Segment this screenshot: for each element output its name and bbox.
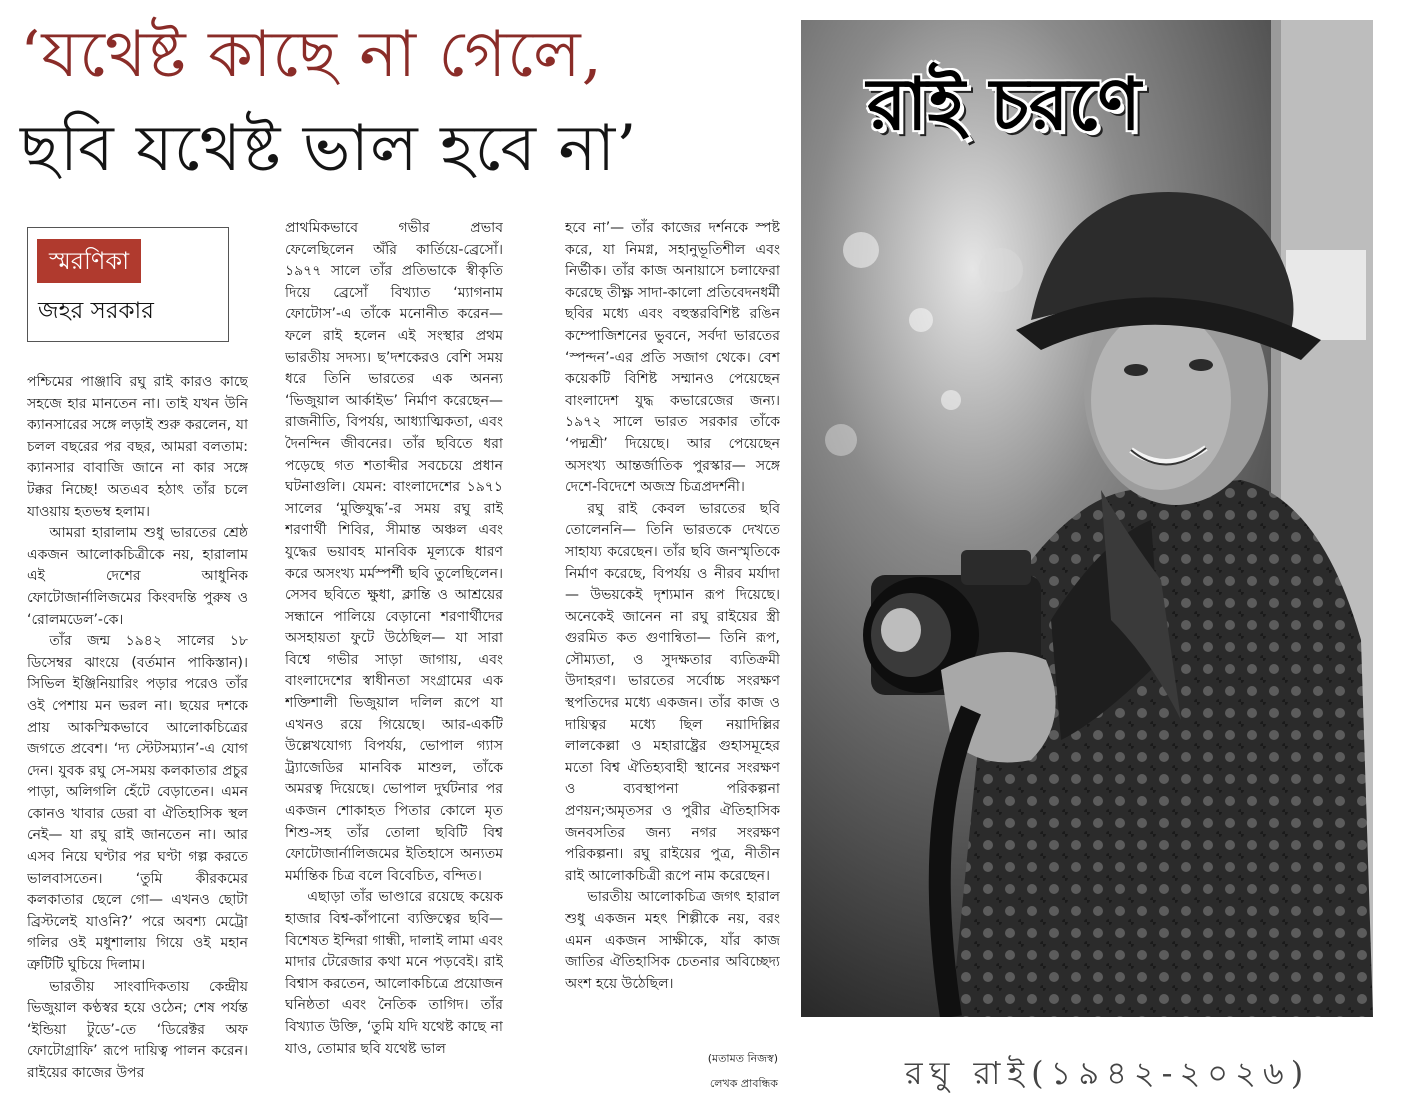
portrait-photo [801, 20, 1373, 1017]
opinion-disclaimer: (মতামত নিজস্ব) [707, 1052, 778, 1065]
paragraph: আমরা হারালাম শুধু ভারতের শ্রেষ্ঠ একজন আলোকচিত্রীকে নয়, হারালাম এই দেশের আধুনিক ফোটোজার্নালিজমের কিংবদন্তি পুরুষ ও ‘রোলমডেল’-কে। [27, 525, 248, 628]
byline-box [27, 227, 229, 342]
writer-note: লেখক প্রাবন্ধিক [709, 1077, 778, 1090]
paragraph: ভারতীয় আলোকচিত্র জগৎ হারাল শুধু একজন মহৎ শিল্পীকে নয়, বরং এমন একজন সাক্ষীকে, যাঁর কাজ জাতির ঐতিহাসিক চেতনার অবিচ্ছেদ্য অংশ হয়ে উঠেছিল। [565, 889, 780, 992]
photo-caption: রঘু রাই(১৯৪২-২০২৬) [905, 1054, 1311, 1092]
article-column-2 [285, 218, 503, 1094]
article-column-3 [565, 218, 780, 1030]
paragraph: প্রাথমিকভাবে গভীর প্রভাব ফেলেছিলেন অঁরি কার্তিয়ে-ব্রেসোঁ। ১৯৭৭ সালে তাঁর প্রতিভাকে স্বীকৃতি দিয়ে ব্রেসোঁ বিখ্যাত ‘ম্যাগনাম ফোটোস’-এ তাঁকে মনোনীত করেন— ফলে রাই হলেন এই সংস্থার প্রথম ভারতীয় সদস্য। ছ’দশকেরও বেশি সময় ধরে তিনি ভারতের এক অনন্য ‘ভিজুয়াল আর্কাইভ’ নির্মাণ করেছেন— রাজনীতি, বিপর্যয়, আধ্যাত্মিকতা, এবং দৈনন্দিন জীবনের। তাঁর ছবিতে ধরা পড়েছে গত শতাব্দীর সবচেয়ে প্রধান ঘটনাগুলি। যেমন: বাংলাদেশের ১৯৭১ সালের ‘মুক্তিযুদ্ধ’-র সময় রঘু রাই শরণার্থী শিবির, সীমান্ত অঞ্চল এবং যুদ্ধের ভয়াবহ মানবিক মূল্যকে ধারণ করে অসংখ্য মর্মস্পর্শী ছবি তুলেছিলেন। সেসব ছবিতে ক্ষুধা, ক্লান্তি ও আশ্রয়ের সন্ধানে পালিয়ে বেড়ানো শরণার্থীদের অসহায়তা ফুটে উঠেছিল— যা সারা বিশ্বে গভীর সাড়া জাগায়, এবং বাংলাদেশের স্বাধীনতা সংগ্রামের এক শক্তিশালী ভিজুয়াল দলিল রূপে যা এখনও রয়ে গিয়েছে। আর-একটি উল্লেখযোগ্য বিপর্যয়, ভোপাল গ্যাস ট্র্যাজেডির মানবিক মাশুল, তাঁকে অমরত্ব দিয়েছে। ভোপাল দুর্ঘটনার পর একজন শোকাহত পিতার কোলে মৃত শিশু-সহ তাঁর তোলা ছবিটি বিশ্ব ফোটোজার্নালিজমের ইতিহাসে অন্যতম মর্মান্তিক চিত্র বলে বিবেচিত, বন্দিত। [285, 220, 503, 884]
paragraph: রঘু রাই কেবল ভারতের ছবি তোলেননি— তিনি ভারতকে দেখতে সাহায্য করেছেন। তাঁর ছবি জনস্মৃতিকে নির্মাণ করেছে, বিপর্যয় ও নীরব মর্যাদা— উভয়কেই দৃশ্যমান রূপ দিয়েছে। অনেকেই জানেন না রঘু রাইয়ের স্ত্রী গুরমিত কত গুণান্বিতা— তিনি রূপ, সৌম্যতা, ও সুদক্ষতার ব্যতিক্রমী উদাহরণ। ভারতের সর্বোচ্চ সংরক্ষণ স্থপতিদের মধ্যে একজন। তাঁর কাজ ও দায়িত্বর মধ্যে ছিল নয়াদিল্লির লালকেল্লা ও মহারাষ্ট্রের গুহাসমূহের মতো বিশ্ব ঐতিহ্যবাহী স্থানের সংরক্ষণ ও ব্যবস্থাপনা পরিকল্পনা প্রণয়ন;অমৃতসর ও পুরীর ঐতিহাসিক জনবসতির জন্য নগর সংরক্ষণ পরিকল্পনা। রঘু রাইয়ের পুত্র, নীতীন রাই আলোকচিত্রী রূপে নাম করেছেন। [565, 500, 780, 884]
article-column-1 [27, 372, 248, 1094]
headline-line-1: ‘যথেষ্ট কাছে না গেলে, [20, 18, 604, 92]
paragraph: পশ্চিমের পাঞ্জাবি রঘু রাই কারও কাছে সহজে হার মানতেন না। তাই যখন উনি ক্যানসারের সঙ্গে লড়াই শুরু করলেন, যা চলল বছরের পর বছর, আমরা বলতাম: ক্যানসার বাবাজি জানে না কার সঙ্গে টক্কর নিচ্ছে! অতএব হঠাৎ তাঁর চলে যাওয়ায় হতভম্ব হলাম। [27, 374, 248, 520]
headline [20, 8, 790, 196]
photo-title: রাই চরণে [867, 61, 1141, 146]
paragraph: এছাড়া তাঁর ভাণ্ডারে রয়েছে কয়েক হাজার বিশ্ব-কাঁপানো ব্যক্তিত্বের ছবি— বিশেষত ইন্দিরা গান্ধী, দালাই লামা এবং মাদার টেরেজার কথা মনে পড়বেই। রাই বিশ্বাস করতেন, আলোকচিত্রে প্রয়োজন ঘনিষ্ঠতা এবং নৈতিক তাগিদ। তাঁর বিখ্যাত উক্তি, ‘তুমি যদি যথেষ্ট কাছে না যাও, তোমার ছবি যথেষ্ট ভাল [285, 889, 503, 1057]
paragraph: হবে না’— তাঁর কাজের দর্শনকে স্পষ্ট করে, যা নিমগ্ন, সহানুভূতিশীল এবং নির্ভীক। তাঁর কাজ অনায়াসে চলাফেরা করেছে তীক্ষ্ণ সাদা-কালো প্রতিবেদনধর্মী ছবির মধ্যে এবং বহুস্তরবিশিষ্ট রঙিন কম্পোজিশনের ভুবনে, সর্বদা ভারতের ‘স্পন্দন’-এর প্রতি সজাগ থেকে। বেশ কয়েকটি বিশিষ্ট সম্মানও পেয়েছেন বাংলাদেশ যুদ্ধ কভারেজের জন্য। ১৯৭২ সালে ভারত সরকার তাঁকে ‘পদ্মশ্রী’ দিয়েছে। আর পেয়েছেন অসংখ্য আন্তর্জাতিক পুরস্কার— সঙ্গে দেশে-বিদেশে অজস্র চিত্রপ্রদর্শনী। [565, 220, 780, 496]
portrait-illustration [801, 20, 1373, 1017]
author-name: জহর সরকার [38, 298, 154, 324]
section-tag: স্মরণিকা [37, 239, 141, 283]
paragraph: ভারতীয় সাংবাদিকতায় কেন্দ্রীয় ভিজুয়াল কণ্ঠস্বর হয়ে ওঠেন; শেষ পর্যন্ত ‘ইন্ডিয়া টুডে’-তে ‘ডিরেক্টর অফ ফোটোগ্রাফি’ রূপে দায়িত্ব পালন করেন। রাইয়ের কাজের উপর [27, 978, 248, 1081]
paragraph: তাঁর জন্ম ১৯৪২ সালের ১৮ ডিসেম্বর ঝাংয়ে (বর্তমান পাকিস্তান)। সিভিল ইঞ্জিনিয়ারিং পড়ার পরেও তাঁর ওই পেশায় মন ভরল না। ছয়ের দশকে প্রায় আকস্মিকভাবে আলোকচিত্রের জগতে প্রবেশ। ‘দ্য স্টেটসম্যান’-এ যোগ দেন। যুবক রঘু সে-সময় কলকাতার প্রচুর পাড়া, অলিগলি হেঁটে বেড়াতেন। এমন কোনও খাবার ডেরা বা ঐতিহাসিক স্থল নেই— যা রঘু রাই জানতেন না। আর এসব নিয়ে ঘণ্টার পর ঘণ্টা গল্প করতে ভালবাসতেন। ‘তুমি কীরকমের কলকাতার ছেলে গো— এখনও ছোটা ব্রিস্টলেই যাওনি?’ পরে অবশ্য মেট্রো গলির ওই মধুশালায় গিয়ে ওই মহান ত্রুটিটি ঘুচিয়ে দিলাম। [27, 633, 248, 974]
headline-line-2: ছবি যথেষ্ট ভাল হবে না’ [20, 112, 638, 186]
